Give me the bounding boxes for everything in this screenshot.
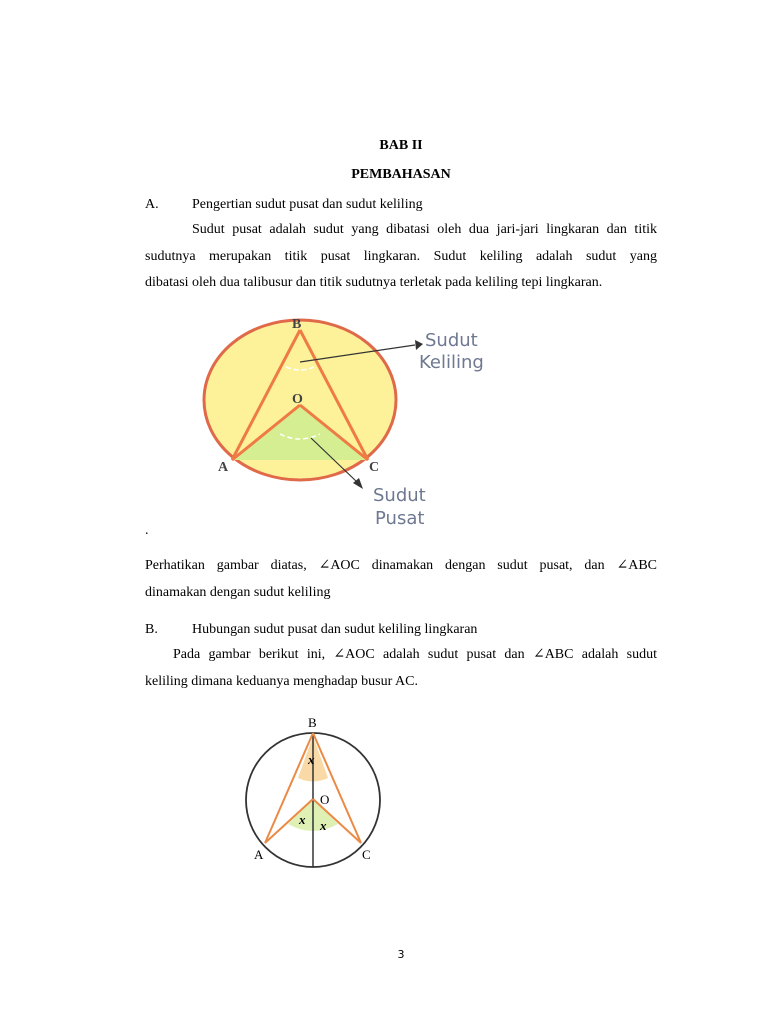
- chapter-label: BAB II: [379, 138, 423, 153]
- figure-2-angle-label-central-right: x: [320, 818, 327, 833]
- paragraph-1-line: sudutnya merupakan titik pusat lingkaran. Sudut keliling adalah sudut yang: [145, 248, 657, 264]
- paragraph-3: [145, 642, 657, 695]
- stray-dot: .: [145, 523, 149, 538]
- section-b-heading: [145, 622, 477, 638]
- paragraph-2-line: dinamakan dengan sudut keliling: [145, 584, 331, 600]
- section-b-number: B.: [145, 622, 158, 637]
- paragraph-2: [145, 553, 657, 606]
- figure-2-angle-label-inscribed: x: [308, 752, 315, 767]
- section-a-number: A.: [145, 197, 159, 212]
- paragraph-2-line: Perhatikan gambar diatas, ∠AOC dinamakan dengan sudut pusat, dan ∠ABC: [145, 558, 657, 573]
- figure-2-point-b: B: [308, 715, 317, 730]
- figure-2-angle-label-central-left: x: [299, 812, 306, 827]
- figure-1-point-o: O: [292, 392, 303, 407]
- figure-1-label-keliling-1: Sudut: [425, 330, 478, 351]
- section-a-heading: [145, 197, 423, 213]
- paragraph-3-line: Pada gambar berikut ini, ∠AOC adalah sudut pusat dan ∠ABC adalah sudut: [173, 647, 657, 662]
- figure-1-point-b: B: [292, 317, 302, 332]
- section-b-title: Hubungan sudut pusat dan sudut keliling lingkaran: [192, 622, 478, 637]
- paragraph-1: [145, 217, 657, 297]
- section-a-title: Pengertian sudut pusat dan sudut keliling: [192, 197, 423, 212]
- figure-2-point-o: O: [320, 792, 330, 807]
- figure-2-point-c: C: [362, 847, 371, 862]
- chapter-title: PEMBAHASAN: [351, 167, 451, 182]
- figure-2-diagram: [240, 710, 390, 870]
- paragraph-1-line: Sudut pusat adalah sudut yang dibatasi oleh dua jari-jari lingkaran dan titik: [192, 222, 657, 237]
- figure-1-point-c: C: [369, 460, 380, 475]
- figure-1-diagram: [195, 310, 505, 535]
- figure-1-label-pusat-1: Sudut: [373, 485, 426, 506]
- figure-1-arrowhead-keliling: [415, 340, 423, 350]
- figure-1-label-pusat-2: Pusat: [375, 508, 425, 529]
- figure-1-label-keliling-2: Keliling: [419, 352, 484, 373]
- figure-1-point-a: A: [218, 460, 229, 475]
- figure-2-point-a: A: [254, 847, 264, 862]
- paragraph-3-line: keliling dimana keduanya menghadap busur AC.: [145, 673, 418, 689]
- page-number: 3: [397, 948, 405, 961]
- paragraph-1-line: dibatasi oleh dua talibusur dan titik sudutnya terletak pada keliling tepi lingkaran.: [145, 275, 603, 290]
